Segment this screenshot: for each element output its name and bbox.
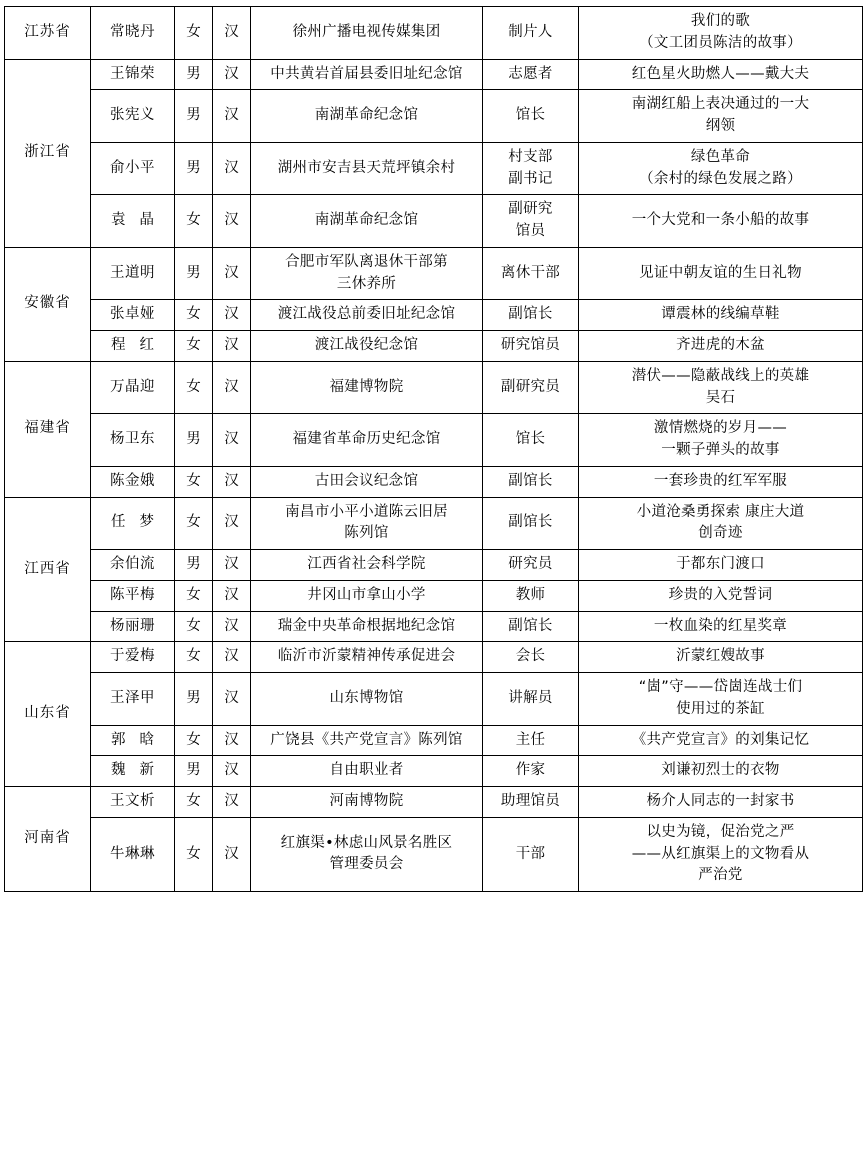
cell-work: 一个大党和一条小船的故事 (579, 195, 863, 248)
table-row (5, 90, 863, 143)
cell-province: 江西省 (5, 497, 91, 642)
cell-province: 山东省 (5, 642, 91, 787)
cell-work: 红色星火助燃人——戴大夫 (579, 59, 863, 90)
cell-ethnicity: 汉 (213, 142, 251, 195)
cell-work: 我们的歌 （文工团员陈洁的故事） (579, 7, 863, 60)
cell-sex: 男 (175, 59, 213, 90)
cell-name: 牛琳琳 (91, 817, 175, 891)
table-row (5, 725, 863, 756)
cell-province: 河南省 (5, 787, 91, 892)
cell-sex: 男 (175, 673, 213, 726)
table-row (5, 673, 863, 726)
table-row (5, 550, 863, 581)
cell-work: 见证中朝友谊的生日礼物 (579, 247, 863, 300)
table-row (5, 787, 863, 818)
cell-ethnicity: 汉 (213, 550, 251, 581)
cell-ethnicity: 汉 (213, 497, 251, 550)
cell-unit: 临沂市沂蒙精神传承促进会 (251, 642, 483, 673)
cell-name: 俞小平 (91, 142, 175, 195)
cell-ethnicity: 汉 (213, 787, 251, 818)
cell-work: 《共产党宣言》的刘集记忆 (579, 725, 863, 756)
cell-name: 张宪义 (91, 90, 175, 143)
cell-title: 制片人 (483, 7, 579, 60)
cell-province: 浙江省 (5, 59, 91, 247)
cell-unit: 福建省革命历史纪念馆 (251, 414, 483, 467)
cell-ethnicity: 汉 (213, 90, 251, 143)
cell-unit: 南昌市小平小道陈云旧居 陈列馆 (251, 497, 483, 550)
cell-unit: 井冈山市拿山小学 (251, 580, 483, 611)
cell-work: 小道沧桑勇探索 康庄大道 创奇迹 (579, 497, 863, 550)
cell-name: 王文析 (91, 787, 175, 818)
cell-title: 研究馆员 (483, 331, 579, 362)
cell-ethnicity: 汉 (213, 611, 251, 642)
cell-sex: 男 (175, 414, 213, 467)
cell-work: 珍贵的入党誓词 (579, 580, 863, 611)
cell-ethnicity: 汉 (213, 466, 251, 497)
table-row (5, 300, 863, 331)
cell-title: 会长 (483, 642, 579, 673)
cell-sex: 女 (175, 497, 213, 550)
cell-title: 馆长 (483, 90, 579, 143)
cell-unit: 徐州广播电视传媒集团 (251, 7, 483, 60)
cell-ethnicity: 汉 (213, 7, 251, 60)
cell-name: 郭晗 (91, 725, 175, 756)
cell-name: 陈平梅 (91, 580, 175, 611)
cell-sex: 女 (175, 466, 213, 497)
cell-sex: 女 (175, 300, 213, 331)
cell-sex: 女 (175, 361, 213, 414)
cell-work: 一套珍贵的红军军服 (579, 466, 863, 497)
cell-work: 谭震林的线编草鞋 (579, 300, 863, 331)
table-row (5, 756, 863, 787)
cell-name: 袁晶 (91, 195, 175, 248)
table-row (5, 142, 863, 195)
cell-title: 助理馆员 (483, 787, 579, 818)
cell-sex: 女 (175, 642, 213, 673)
cell-work: 南湖红船上表决通过的一大 纲领 (579, 90, 863, 143)
cell-sex: 女 (175, 7, 213, 60)
cell-title: 副馆长 (483, 497, 579, 550)
cell-sex: 女 (175, 580, 213, 611)
cell-province: 福建省 (5, 361, 91, 497)
cell-name: 程红 (91, 331, 175, 362)
cell-title: 馆长 (483, 414, 579, 467)
cell-title: 副研究 馆员 (483, 195, 579, 248)
cell-work: 杨介人同志的一封家书 (579, 787, 863, 818)
cell-unit: 南湖革命纪念馆 (251, 90, 483, 143)
cell-ethnicity: 汉 (213, 725, 251, 756)
cell-unit: 红旗渠•林虑山风景名胜区 管理委员会 (251, 817, 483, 891)
cell-unit: 广饶县《共产党宣言》陈列馆 (251, 725, 483, 756)
cell-name: 任梦 (91, 497, 175, 550)
table-row (5, 331, 863, 362)
cell-ethnicity: 汉 (213, 59, 251, 90)
cell-unit: 中共黄岩首届县委旧址纪念馆 (251, 59, 483, 90)
cell-province: 江苏省 (5, 7, 91, 60)
cell-unit: 江西省社会科学院 (251, 550, 483, 581)
table-row (5, 497, 863, 550)
cell-sex: 男 (175, 247, 213, 300)
cell-title: 讲解员 (483, 673, 579, 726)
cell-unit: 山东博物馆 (251, 673, 483, 726)
table-row (5, 361, 863, 414)
table-row (5, 580, 863, 611)
cell-name: 陈金娥 (91, 466, 175, 497)
cell-sex: 男 (175, 142, 213, 195)
table-row (5, 611, 863, 642)
table-row (5, 642, 863, 673)
roster-table-body (5, 7, 863, 892)
cell-work: 以史为镜，促治党之严 ——从红旗渠上的文物看从 严治党 (579, 817, 863, 891)
cell-province: 安徽省 (5, 247, 91, 361)
cell-ethnicity: 汉 (213, 673, 251, 726)
cell-name: 余伯流 (91, 550, 175, 581)
table-row (5, 59, 863, 90)
cell-title: 副馆长 (483, 300, 579, 331)
cell-title: 教师 (483, 580, 579, 611)
cell-work: 潜伏——隐蔽战线上的英雄 吴石 (579, 361, 863, 414)
roster-table (4, 6, 863, 892)
cell-ethnicity: 汉 (213, 331, 251, 362)
cell-name: 于爱梅 (91, 642, 175, 673)
cell-sex: 女 (175, 611, 213, 642)
cell-unit: 湖州市安吉县天荒坪镇余村 (251, 142, 483, 195)
cell-ethnicity: 汉 (213, 247, 251, 300)
cell-unit: 自由职业者 (251, 756, 483, 787)
cell-title: 村支部 副书记 (483, 142, 579, 195)
cell-sex: 女 (175, 725, 213, 756)
cell-work: 绿色革命 （余村的绿色发展之路） (579, 142, 863, 195)
cell-sex: 男 (175, 90, 213, 143)
cell-work: 激情燃烧的岁月—— 一颗子弹头的故事 (579, 414, 863, 467)
cell-sex: 女 (175, 787, 213, 818)
cell-ethnicity: 汉 (213, 580, 251, 611)
cell-unit: 瑞金中央革命根据地纪念馆 (251, 611, 483, 642)
cell-name: 王锦荣 (91, 59, 175, 90)
cell-ethnicity: 汉 (213, 817, 251, 891)
cell-title: 副馆长 (483, 611, 579, 642)
cell-work: “崮”守——岱崮连战士们 使用过的茶缸 (579, 673, 863, 726)
cell-unit: 南湖革命纪念馆 (251, 195, 483, 248)
cell-title: 作家 (483, 756, 579, 787)
cell-name: 王道明 (91, 247, 175, 300)
cell-work: 刘谦初烈士的衣物 (579, 756, 863, 787)
cell-name: 张卓娅 (91, 300, 175, 331)
table-row (5, 247, 863, 300)
cell-unit: 渡江战役总前委旧址纪念馆 (251, 300, 483, 331)
cell-title: 研究员 (483, 550, 579, 581)
cell-unit: 合肥市军队离退休干部第 三休养所 (251, 247, 483, 300)
cell-title: 副馆长 (483, 466, 579, 497)
cell-ethnicity: 汉 (213, 195, 251, 248)
cell-work: 于都东门渡口 (579, 550, 863, 581)
cell-name: 杨丽珊 (91, 611, 175, 642)
cell-title: 主任 (483, 725, 579, 756)
cell-ethnicity: 汉 (213, 361, 251, 414)
table-row (5, 466, 863, 497)
cell-sex: 男 (175, 756, 213, 787)
table-row (5, 195, 863, 248)
cell-work: 齐进虎的木盆 (579, 331, 863, 362)
cell-name: 常晓丹 (91, 7, 175, 60)
cell-title: 志愿者 (483, 59, 579, 90)
cell-unit: 福建博物院 (251, 361, 483, 414)
cell-sex: 男 (175, 550, 213, 581)
cell-work: 沂蒙红嫂故事 (579, 642, 863, 673)
cell-ethnicity: 汉 (213, 756, 251, 787)
cell-ethnicity: 汉 (213, 414, 251, 467)
cell-ethnicity: 汉 (213, 300, 251, 331)
cell-name: 杨卫东 (91, 414, 175, 467)
cell-unit: 古田会议纪念馆 (251, 466, 483, 497)
cell-title: 离休干部 (483, 247, 579, 300)
cell-work: 一枚血染的红星奖章 (579, 611, 863, 642)
cell-name: 魏新 (91, 756, 175, 787)
cell-name: 王泽甲 (91, 673, 175, 726)
cell-sex: 女 (175, 195, 213, 248)
table-row (5, 817, 863, 891)
cell-unit: 渡江战役纪念馆 (251, 331, 483, 362)
cell-ethnicity: 汉 (213, 642, 251, 673)
table-row (5, 7, 863, 60)
cell-sex: 女 (175, 817, 213, 891)
table-row (5, 414, 863, 467)
cell-name: 万晶迎 (91, 361, 175, 414)
cell-sex: 女 (175, 331, 213, 362)
cell-title: 干部 (483, 817, 579, 891)
cell-title: 副研究员 (483, 361, 579, 414)
cell-unit: 河南博物院 (251, 787, 483, 818)
